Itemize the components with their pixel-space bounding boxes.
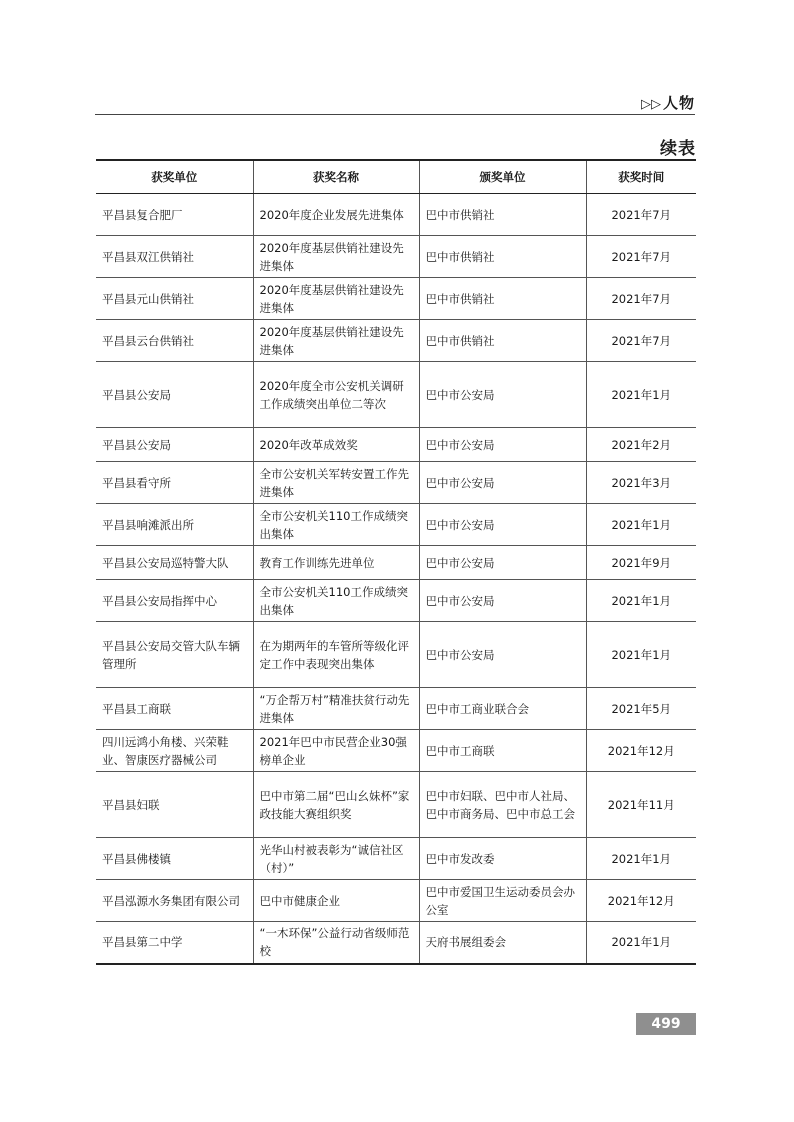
recipient-cell: 平昌县公安局 [96,362,253,428]
col-header-date: 获奖时间 [586,160,696,194]
recipient-cell: 平昌泓源水务集团有限公司 [96,880,253,922]
date-cell: 2021年1月 [586,838,696,880]
issuer-cell: 巴中市公安局 [419,362,586,428]
issuer-cell: 巴中市公安局 [419,428,586,462]
issuer-cell: 巴中市供销社 [419,278,586,320]
table-row [96,922,696,964]
award-cell: 在为期两年的车管所等级化评定工作中表现突出集体 [253,622,419,688]
award-cell: 2020年改革成效奖 [253,428,419,462]
award-cell: “一木环保”公益行动省级师范校 [253,922,419,964]
award-cell: 2020年度基层供销社建设先进集体 [253,278,419,320]
table-row [96,504,696,546]
issuer-cell: 巴中市公安局 [419,462,586,504]
recipient-cell: 平昌县公安局交管大队车辆管理所 [96,622,253,688]
issuer-cell: 巴中市供销社 [419,194,586,236]
issuer-cell: 巴中市供销社 [419,236,586,278]
date-cell: 2021年12月 [586,730,696,772]
table-row [96,546,696,580]
issuer-cell: 天府书展组委会 [419,922,586,964]
issuer-cell: 巴中市公安局 [419,580,586,622]
recipient-cell: 四川远鸿小角楼、兴荣鞋业、智康医疗器械公司 [96,730,253,772]
award-cell: 2020年度企业发展先进集体 [253,194,419,236]
award-cell: 全市公安机关110工作成绩突出集体 [253,504,419,546]
date-cell: 2021年1月 [586,362,696,428]
issuer-cell: 巴中市工商业联合会 [419,688,586,730]
table-row [96,428,696,462]
date-cell: 2021年7月 [586,236,696,278]
date-cell: 2021年1月 [586,922,696,964]
table-row [96,278,696,320]
award-cell: 教育工作训练先进单位 [253,546,419,580]
award-cell: 巴中市健康企业 [253,880,419,922]
header-rule [95,114,695,115]
recipient-cell: 平昌县公安局指挥中心 [96,580,253,622]
col-header-recipient: 获奖单位 [96,160,253,194]
date-cell: 2021年7月 [586,320,696,362]
recipient-cell: 平昌县双江供销社 [96,236,253,278]
recipient-cell: 平昌县工商联 [96,688,253,730]
date-cell: 2021年2月 [586,428,696,462]
issuer-cell: 巴中市妇联、巴中市人社局、巴中市商务局、巴中市总工会 [419,772,586,838]
recipient-cell: 平昌县第二中学 [96,922,253,964]
award-cell: 2020年度基层供销社建设先进集体 [253,236,419,278]
table-row [96,880,696,922]
award-cell: 2021年巴中市民营企业30强榜单企业 [253,730,419,772]
issuer-cell: 巴中市公安局 [419,546,586,580]
date-cell: 2021年1月 [586,580,696,622]
col-header-award: 获奖名称 [253,160,419,194]
recipient-cell: 平昌县响滩派出所 [96,504,253,546]
section-label [641,92,695,113]
date-cell: 2021年3月 [586,462,696,504]
date-cell: 2021年12月 [586,880,696,922]
section-marker-icon: ▷▷ [640,97,661,112]
award-cell: 全市公安机关军转安置工作先进集体 [253,462,419,504]
table-row [96,772,696,838]
date-cell: 2021年9月 [586,546,696,580]
award-cell: “万企帮万村”精准扶贫行动先进集体 [253,688,419,730]
date-cell: 2021年1月 [586,622,696,688]
continuation-label: 续表 [660,139,696,159]
issuer-cell: 巴中市工商联 [419,730,586,772]
recipient-cell: 平昌县妇联 [96,772,253,838]
recipient-cell: 平昌县佛楼镇 [96,838,253,880]
table-header [96,160,696,194]
award-cell: 全市公安机关110工作成绩突出集体 [253,580,419,622]
recipient-cell: 平昌县公安局 [96,428,253,462]
running-header [95,92,695,116]
issuer-cell: 巴中市供销社 [419,320,586,362]
table-row [96,194,696,236]
date-cell: 2021年1月 [586,504,696,546]
table-body [96,194,696,964]
award-cell: 2020年度全市公安机关调研工作成绩突出单位二等次 [253,362,419,428]
table-row [96,236,696,278]
table-row [96,688,696,730]
page-number: 499 [636,1013,696,1035]
table-row [96,320,696,362]
issuer-cell: 巴中市公安局 [419,622,586,688]
issuer-cell: 巴中市发改委 [419,838,586,880]
table-row [96,462,696,504]
recipient-cell: 平昌县看守所 [96,462,253,504]
award-cell: 巴中市第二届“巴山幺妹杯”家政技能大赛组织奖 [253,772,419,838]
date-cell: 2021年7月 [586,278,696,320]
table-row [96,838,696,880]
award-cell: 光华山村被表彰为“诚信社区（村）” [253,838,419,880]
table-row [96,622,696,688]
section-title: 人物 [662,94,695,112]
recipient-cell: 平昌县复合肥厂 [96,194,253,236]
date-cell: 2021年5月 [586,688,696,730]
table-row [96,580,696,622]
date-cell: 2021年7月 [586,194,696,236]
table-row [96,730,696,772]
issuer-cell: 巴中市爱国卫生运动委员会办公室 [419,880,586,922]
recipient-cell: 平昌县云台供销社 [96,320,253,362]
table-row [96,362,696,428]
issuer-cell: 巴中市公安局 [419,504,586,546]
recipient-cell: 平昌县元山供销社 [96,278,253,320]
date-cell: 2021年11月 [586,772,696,838]
award-cell: 2020年度基层供销社建设先进集体 [253,320,419,362]
awards-table [96,159,696,965]
col-header-issuer: 颁奖单位 [419,160,586,194]
recipient-cell: 平昌县公安局巡特警大队 [96,546,253,580]
